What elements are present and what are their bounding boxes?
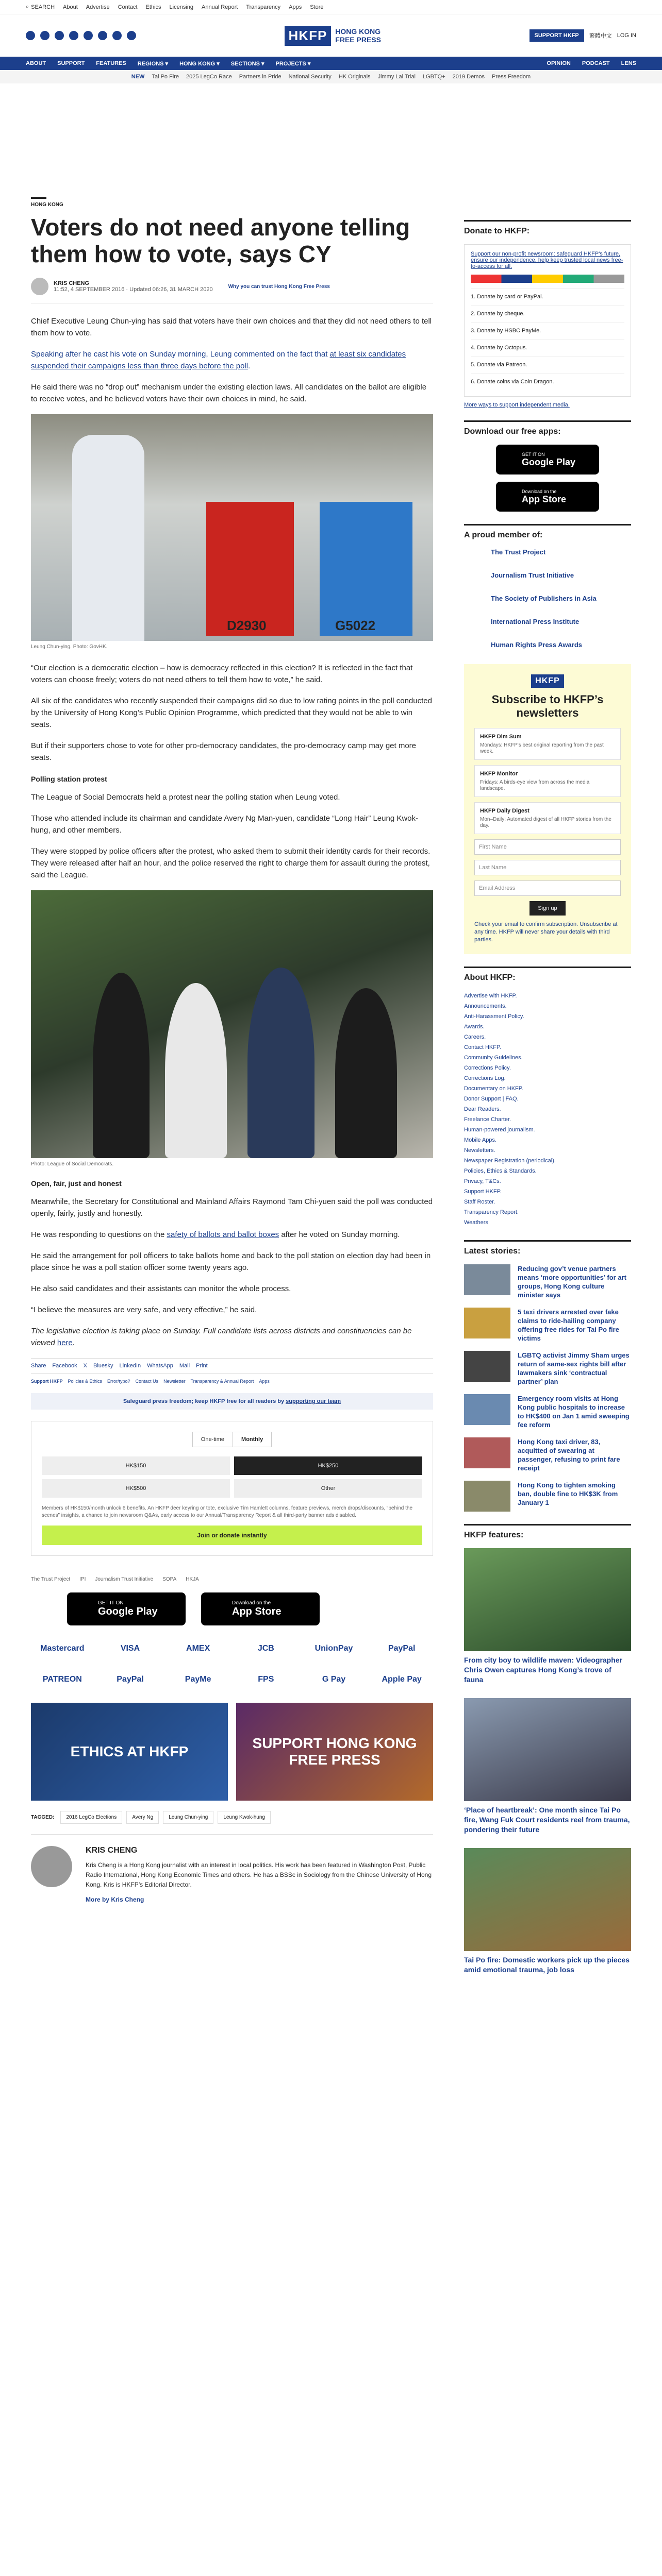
story-thumbnail — [464, 1481, 510, 1512]
util-licensing[interactable]: Licensing — [169, 4, 193, 10]
about-item[interactable]: Dear Readers. — [464, 1106, 501, 1112]
support-button[interactable]: SUPPORT HKFP — [529, 29, 584, 42]
features-title: HKFP features: — [464, 1531, 524, 1539]
sidebar-spacer — [464, 94, 631, 220]
more-ways-link[interactable]: More ways to support independent media. — [464, 402, 570, 408]
ballot-box-label-2: G5022 — [335, 618, 376, 633]
main-nav — [0, 57, 662, 70]
photo-figure — [72, 435, 144, 641]
language-link[interactable]: 繁體中文 — [589, 33, 612, 39]
nav-podcast[interactable]: PODCAST — [582, 60, 610, 66]
trend-3[interactable]: National Security — [288, 74, 332, 80]
patreon-icon[interactable]: PATREON — [42, 1675, 82, 1684]
feature-image[interactable] — [464, 1548, 631, 1651]
footlink-policies[interactable]: Policies & Ethics — [68, 1379, 103, 1384]
share-x[interactable]: X — [83, 1363, 88, 1369]
app-store-buttons — [67, 1592, 397, 1625]
logo-mark: HKFP — [285, 26, 332, 46]
video-ethics[interactable]: ETHICS AT HKFP — [31, 1703, 228, 1801]
instagram-icon[interactable] — [55, 31, 64, 40]
apps-title: Download our free apps: — [464, 427, 561, 436]
donate-list — [464, 244, 631, 397]
about-item[interactable]: Weathers — [464, 1219, 488, 1226]
logo-jti: Journalism Trust Initiative — [95, 1577, 154, 1582]
header-actions — [529, 29, 636, 42]
payme-icon[interactable]: PayMe — [185, 1675, 211, 1684]
footlink-transparency[interactable]: Transparency & Annual Report — [190, 1379, 254, 1384]
logo-hkja: HKJA — [186, 1577, 199, 1582]
about-item[interactable]: Privacy, T&Cs. — [464, 1178, 501, 1184]
trend-8[interactable]: Press Freedom — [492, 74, 531, 80]
nl-option-digest[interactable]: HKFP Daily Digest Mon–Daily: Automated digest of all HKFP stories from the day. — [474, 802, 621, 834]
photo-person — [93, 973, 150, 1158]
member-box — [464, 524, 631, 649]
tag-item[interactable]: Avery Ng — [126, 1811, 159, 1824]
frequency-toggle — [192, 1432, 272, 1447]
author-box — [31, 1834, 433, 1921]
footlink-support[interactable]: Support HKFP — [31, 1379, 63, 1384]
author-box-avatar — [31, 1846, 72, 1887]
member-trust-project[interactable]: The Trust Project — [491, 548, 546, 556]
youtube-icon[interactable] — [84, 31, 93, 40]
linkedin-icon[interactable] — [98, 31, 107, 40]
para-9: They were stopped by police officers after the protest, who asked them to submit their identity cards for their records. They were released after half an hour, and the police reserved the right to charge them for assault during the protest, said the League. — [31, 847, 431, 879]
about-item[interactable]: Donor Support | FAQ. — [464, 1096, 519, 1102]
about-item[interactable]: Anti-Harassment Policy. — [464, 1013, 524, 1020]
video-support[interactable]: SUPPORT HONG KONG FREE PRESS — [236, 1703, 433, 1801]
story-title: 5 taxi drivers arrested over fake claims to ride-hailing company offering free rides for Tai Po fire victims — [518, 1308, 619, 1342]
photo-person — [165, 983, 227, 1158]
suspended-campaigns-link[interactable]: at least six candidates suspended their campaigns less than three days before the poll — [31, 350, 406, 370]
latest-list — [464, 1264, 631, 1512]
tag-item[interactable]: Leung Kwok-hung — [218, 1811, 271, 1824]
about-box — [464, 967, 631, 1228]
unionpay-icon[interactable]: UnionPay — [315, 1644, 353, 1653]
trend-5[interactable]: Jimmy Lai Trial — [377, 74, 416, 80]
join-donate-button[interactable]: Join or donate instantly — [42, 1526, 422, 1545]
video-promos — [31, 1703, 433, 1801]
story-thumbnail — [464, 1437, 510, 1468]
story-title: LGBTQ activist Jimmy Sham urges return of same-sex rights bill after lawmakers sink ‘contractual partner’ plan — [518, 1351, 630, 1385]
newsletter-note: Check your email to confirm subscription. Unsubscribe at any time. HKFP will never share your details with third parties. — [474, 921, 618, 943]
safeguard-banner: Safeguard press freedom; keep HKFP free for all readers by supporting our team — [31, 1393, 433, 1410]
util-apps[interactable]: Apps — [289, 4, 302, 10]
util-about[interactable]: About — [63, 4, 78, 10]
util-ethics[interactable]: Ethics — [145, 4, 161, 10]
donation-widget — [31, 1421, 433, 1556]
para-10: Meanwhile, the Secretary for Constitutional and Mainland Affairs Raymond Tam Chi-yuen said the poll was conducted openly, fairly, justly and honestly. — [31, 1197, 433, 1218]
member-hrpa[interactable]: Human Rights Press Awards — [491, 641, 582, 649]
footlink-newsletter[interactable]: Newsletter — [163, 1379, 186, 1384]
gpay-icon[interactable]: G Pay — [322, 1675, 346, 1684]
signup-button[interactable]: Sign up — [529, 901, 565, 916]
story-thumbnail — [464, 1351, 510, 1382]
photo-leung-voting — [31, 414, 433, 641]
sidebar — [464, 94, 631, 1988]
share-bar — [31, 1358, 433, 1374]
utility-bar — [0, 0, 662, 14]
paypal-2-icon[interactable]: PayPal — [117, 1675, 144, 1684]
membership-note: Members of HK$150/month unlock 6 benefits. An HKFP deer keyring or tote, exclusive Tim Hamlett columns, feature previews, merch drops/discounts, “behind the scenes” insights, a chance to join newsroom Q&As, early access to our Annual/Transparency Report & all third-party banner ads disabled. — [42, 1505, 413, 1518]
byline — [31, 278, 433, 304]
logo-ipi: IPI — [79, 1577, 86, 1582]
donate-option[interactable]: 1. Donate by card or PayPal. — [471, 288, 624, 305]
x-icon[interactable] — [40, 31, 49, 40]
paypal-icon[interactable]: PayPal — [388, 1644, 416, 1653]
photo-protest — [31, 890, 433, 1158]
para-7: The League of Social Democrats held a protest near the polling station when Leung voted. — [31, 793, 340, 802]
latest-title: Latest stories: — [464, 1247, 521, 1256]
share-linkedin[interactable]: LinkedIn — [119, 1363, 141, 1369]
para-13: He also said candidates and their assistants can monitor the whole process. — [31, 1284, 291, 1293]
donate-option[interactable]: 5. Donate via Patreon. — [471, 356, 624, 373]
sidebar-app-store[interactable]: Download on the App Store — [496, 482, 599, 512]
tag-item[interactable]: 2016 LegCo Elections — [60, 1811, 122, 1824]
nav-support[interactable]: SUPPORT — [57, 60, 85, 66]
para-12: He said the arrangement for poll officers to take ballots home and back to the poll station on election day had been in place since he was a poll station officer some twenty years ago. — [31, 1251, 431, 1272]
donate-intro[interactable]: Support our non-profit newsroom: safeguard HKFP's future, ensure our independence, help keep trusted local news free-to-access for all. — [471, 251, 623, 269]
nl-option-dimsum[interactable]: HKFP Dim Sum Mondays: HKFP's best original reporting from the past week. — [474, 728, 621, 760]
photo-person — [247, 968, 315, 1158]
ballot-safety-link[interactable]: safety of ballots and ballot boxes — [167, 1230, 279, 1239]
feature-title[interactable]: Tai Po fire: Domestic workers pick up the pieces amid emotional trauma, job loss — [464, 1956, 630, 1974]
story-title: Hong Kong to tighten smoking ban, double fine to HK$3K from January 1 — [518, 1481, 618, 1506]
monthly-tab[interactable]: Monthly — [233, 1432, 271, 1447]
author-avatar — [31, 278, 48, 295]
donate-title: Donate to HKFP: — [464, 227, 530, 235]
trend-1[interactable]: 2025 LegCo Race — [186, 74, 232, 80]
partner-logos — [31, 1577, 433, 1582]
amount-250[interactable]: HK$250 — [234, 1456, 422, 1475]
about-item[interactable]: Documentary on HKFP. — [464, 1086, 523, 1092]
applepay-icon[interactable]: Apple Pay — [382, 1675, 422, 1684]
subhead-fair: Open, fair, just and honest — [31, 1179, 122, 1188]
about-item[interactable]: Newspaper Registration (periodical). — [464, 1158, 556, 1164]
feature-title[interactable]: ‘Place of heartbreak’: One month since Tai Po fire, Wang Fuk Court residents reel from trauma, pondering their future — [464, 1806, 630, 1834]
article-title: Voters do not need anyone telling them how to vote, says CY — [31, 214, 410, 267]
card-logos — [471, 275, 624, 283]
author-box-bio: Kris Cheng is a Hong Kong journalist with an interest in local politics. His work has been featured in Washington Post, Public Radio International, Hong Kong Economic Times and others. He has a BSSc in Sociology from the Chinese University of Hong Kong. Kris is HKFP’s Editorial Director. — [86, 1861, 432, 1888]
jcb-icon[interactable]: JCB — [257, 1644, 274, 1653]
social-links — [26, 31, 136, 40]
nl-option-monitor[interactable]: HKFP Monitor Fridays: A birds-eye view from across the media landscape. — [474, 765, 621, 797]
sidebar-google-play[interactable]: GET IT ON Google Play — [496, 445, 599, 474]
util-advertise[interactable]: Advertise — [86, 4, 110, 10]
feature-image[interactable] — [464, 1848, 631, 1951]
trend-7[interactable]: 2019 Demos — [452, 74, 485, 80]
newsletter-title: Subscribe to HKFP’s newsletters — [491, 693, 604, 719]
latest-story[interactable] — [464, 1437, 631, 1472]
new-badge: NEW — [131, 74, 145, 80]
author-box-name[interactable]: KRIS CHENG — [86, 1846, 138, 1855]
about-item[interactable]: Policies, Ethics & Standards. — [464, 1168, 537, 1174]
article-foot-links — [31, 1374, 433, 1389]
trend-0[interactable]: Tai Po Fire — [152, 74, 179, 80]
ballot-box-label-1: D2930 — [227, 618, 267, 633]
apps-box — [464, 420, 631, 512]
subhead-protest: Polling station protest — [31, 775, 107, 783]
nav-features[interactable]: FEATURES — [96, 60, 126, 66]
share-mail[interactable]: Mail — [179, 1363, 190, 1369]
content-wrap — [0, 94, 662, 1988]
latest-story[interactable] — [464, 1481, 631, 1512]
amount-options — [42, 1456, 422, 1498]
donate-box — [464, 220, 631, 408]
para-2: Speaking after he cast his vote on Sunday morning, Leung commented on the fact that at least six candidates suspended their campaigns less than three days before the poll. — [31, 350, 406, 370]
trend-4[interactable]: HK Originals — [338, 74, 371, 80]
share-facebook[interactable]: Facebook — [52, 1363, 77, 1369]
member-title: A proud member of: — [464, 531, 543, 539]
logo-sopa: SOPA — [162, 1577, 177, 1582]
about-item[interactable]: Newsletters. — [464, 1147, 495, 1154]
search-toggle[interactable]: ⌕ SEARCH — [26, 4, 55, 10]
nav-projects[interactable]: PROJECTS ▾ — [275, 60, 311, 67]
about-item[interactable]: Human-powered journalism. — [464, 1127, 535, 1133]
newsletter-logo: HKFP — [474, 674, 621, 688]
app-store-button[interactable]: Download on the App Store — [201, 1592, 320, 1625]
footlink-apps[interactable]: Apps — [259, 1379, 270, 1384]
first-name-field[interactable]: First Name — [474, 839, 621, 855]
trend-2[interactable]: Partners in Pride — [239, 74, 282, 80]
about-list — [464, 991, 631, 1228]
story-title: Reducing gov’t venue partners means ‘more opportunities’ for art groups, Hong Kong culture minister says — [518, 1265, 626, 1299]
search-icon: ⌕ — [26, 4, 29, 10]
trust-link[interactable]: Why you can trust Hong Kong Free Press — [228, 283, 330, 290]
share-print[interactable]: Print — [196, 1363, 208, 1369]
util-store[interactable]: Store — [310, 4, 324, 10]
para-6: But if their supporters chose to vote for other pro-democracy candidates, the pro-democracy camp may get more seats. — [31, 741, 417, 762]
about-item[interactable]: Advertise with HKFP. — [464, 993, 517, 999]
about-item[interactable]: Freelance Charter. — [464, 1116, 511, 1123]
para-8: Those who attended include its chairman and candidate Avery Ng Man-yuen, candidate “Long Hair” Leung Kwok-hung, and other members. — [31, 814, 419, 835]
features-box — [464, 1524, 631, 1975]
amount-500[interactable]: HK$500 — [42, 1479, 230, 1498]
share-whatsapp[interactable]: WhatsApp — [147, 1363, 173, 1369]
story-thumbnail — [464, 1308, 510, 1338]
article-dates: 11:52, 4 SEPTEMBER 2016 · Updated 06:26, 31 MARCH 2020 — [54, 286, 213, 293]
photo-caption-1: Leung Chun-ying. Photo: GovHK. — [31, 644, 108, 650]
latest-story[interactable] — [464, 1308, 631, 1343]
threads-icon[interactable] — [112, 31, 122, 40]
about-item[interactable]: Careers. — [464, 1034, 486, 1040]
nav-lens[interactable]: LENS — [621, 60, 636, 66]
para-3: He said there was no “drop out” mechanism under the existing election laws. All candidates on the ballot are eligible to receive votes, and he believed voters have their own choices in mind, he said. — [31, 383, 427, 403]
latest-story[interactable] — [464, 1351, 631, 1386]
features-list — [464, 1548, 631, 1975]
article — [31, 94, 433, 1988]
payment-methods — [31, 1636, 433, 1692]
para-4: “Our election is a democratic election – how is democracy reflected in this election? It is reflected in the fact that voters can choose freely; voters do not need others to tell them how to vote,” he said. — [31, 664, 413, 684]
logo-text: HONG KONG FREE PRESS — [335, 27, 381, 44]
member-jti[interactable]: Journalism Trust Initiative — [491, 571, 574, 579]
amount-other[interactable]: Other — [234, 1479, 422, 1498]
latest-story[interactable] — [464, 1394, 631, 1429]
newsletter-box — [464, 664, 631, 954]
ballot-box-red — [206, 502, 294, 636]
story-thumbnail — [464, 1264, 510, 1295]
tag-item[interactable]: Leung Chun-ying — [163, 1811, 213, 1824]
about-item[interactable]: Support HKFP. — [464, 1189, 502, 1195]
util-annual-report[interactable]: Annual Report — [202, 4, 238, 10]
nav-opinion[interactable]: OPINION — [547, 60, 571, 66]
about-item[interactable]: Awards. — [464, 1024, 485, 1030]
util-transparency[interactable]: Transparency — [246, 4, 281, 10]
candidate-list-link[interactable]: here — [57, 1338, 73, 1347]
site-logo[interactable] — [285, 26, 381, 46]
about-item[interactable]: Contact HKFP. — [464, 1044, 501, 1050]
facebook-icon[interactable] — [26, 31, 35, 40]
site-header — [0, 14, 662, 57]
about-item[interactable]: Announcements. — [464, 1003, 507, 1009]
feature-title[interactable]: From city boy to wildlife maven: Videographer Chris Owen captures Hong Kong’s trove of fauna — [464, 1656, 623, 1684]
para-15: The legislative election is taking place on Sunday. Full candidate lists across districts and constituencies can be viewed here. — [31, 1327, 412, 1347]
photo-person — [335, 988, 397, 1158]
util-contact[interactable]: Contact — [118, 4, 138, 10]
story-thumbnail — [464, 1394, 510, 1425]
donate-option[interactable]: 2. Donate by cheque. — [471, 305, 624, 322]
share-label: Share — [31, 1363, 46, 1369]
nav-regions[interactable]: REGIONS ▾ — [137, 60, 169, 67]
email-field[interactable]: Email Address — [474, 880, 621, 896]
fps-icon[interactable]: FPS — [258, 1675, 274, 1684]
share-bluesky[interactable]: Bluesky — [93, 1363, 113, 1369]
trend-6[interactable]: LGBTQ+ — [422, 74, 445, 80]
article-category[interactable]: HONG KONG — [31, 197, 46, 208]
rss-icon[interactable] — [127, 31, 136, 40]
photo-caption-2: Photo: League of Social Democrats. — [31, 1161, 114, 1167]
nav-sections[interactable]: SECTIONS ▾ — [230, 60, 264, 67]
para-5: All six of the candidates who recently suspended their campaigns did so due to low rating points in the poll conducted by the University of Hong Kong’s Public Opinion Programme, which predicted that they would not be able to win seats. — [31, 697, 432, 729]
bluesky-icon[interactable] — [69, 31, 78, 40]
story-title: Hong Kong taxi driver, 83, acquitted of swearing at passenger, refusing to print fare receipt — [518, 1438, 620, 1472]
latest-box — [464, 1240, 631, 1512]
author-name[interactable]: KRIS CHENG — [54, 280, 90, 286]
amount-150[interactable]: HK$150 — [42, 1456, 230, 1475]
member-sopa[interactable]: The Society of Publishers in Asia — [491, 595, 597, 602]
about-item[interactable]: Mobile Apps. — [464, 1137, 496, 1143]
visa-icon[interactable]: VISA — [120, 1644, 140, 1653]
author-more-link[interactable]: More by Kris Cheng — [86, 1896, 144, 1903]
nav-about[interactable]: ABOUT — [26, 60, 46, 66]
last-name-field[interactable]: Last Name — [474, 860, 621, 875]
mastercard-icon[interactable]: Mastercard — [40, 1644, 85, 1653]
about-item[interactable]: Staff Roster. — [464, 1199, 495, 1205]
latest-story[interactable] — [464, 1264, 631, 1299]
amex-icon[interactable]: AMEX — [186, 1644, 210, 1653]
about-item[interactable]: Transparency Report. — [464, 1209, 519, 1215]
footlink-error[interactable]: Error/typo? — [107, 1379, 130, 1384]
support-team-link[interactable]: supporting our team — [286, 1398, 341, 1404]
para-14: “I believe the measures are very safe, and very effective,” he said. — [31, 1306, 257, 1314]
donate-option[interactable]: 6. Donate coins via Coin Dragon. — [471, 373, 624, 390]
footlink-contact[interactable]: Contact Us — [135, 1379, 159, 1384]
tag-list — [31, 1811, 433, 1824]
google-play-button[interactable]: GET IT ON Google Play — [67, 1592, 186, 1625]
login-link[interactable]: LOG IN — [617, 32, 636, 39]
feature-image[interactable] — [464, 1698, 631, 1801]
about-title: About HKFP: — [464, 973, 516, 982]
about-item[interactable]: Corrections Policy. — [464, 1065, 511, 1071]
member-ipi[interactable]: International Press Institute — [491, 618, 580, 625]
about-item[interactable]: Community Guidelines. — [464, 1055, 523, 1061]
about-item[interactable]: Corrections Log. — [464, 1075, 506, 1081]
nav-hong-kong[interactable]: HONG KONG ▾ — [179, 60, 220, 67]
donate-option[interactable]: 4. Donate by Octopus. — [471, 339, 624, 356]
logo-trust-project: The Trust Project — [31, 1577, 71, 1582]
para-1: Chief Executive Leung Chun-ying has said that voters have their own choices and that they did not need others to tell them how to vote. — [31, 317, 432, 337]
trending-bar — [0, 70, 662, 83]
onetime-tab[interactable]: One-time — [201, 1436, 225, 1443]
ballot-box-blue — [320, 502, 412, 636]
donate-option[interactable]: 3. Donate by HSBC PayMe. — [471, 322, 624, 339]
tags-label: TAGGED: — [31, 1815, 55, 1820]
story-title: Emergency room visits at Hong Kong public hospitals to increase to HK$400 on Jan 1 amid sweeping fee reform — [518, 1395, 630, 1429]
para-11: He was responding to questions on the safety of ballots and ballot boxes after he voted on Sunday morning. — [31, 1230, 400, 1239]
